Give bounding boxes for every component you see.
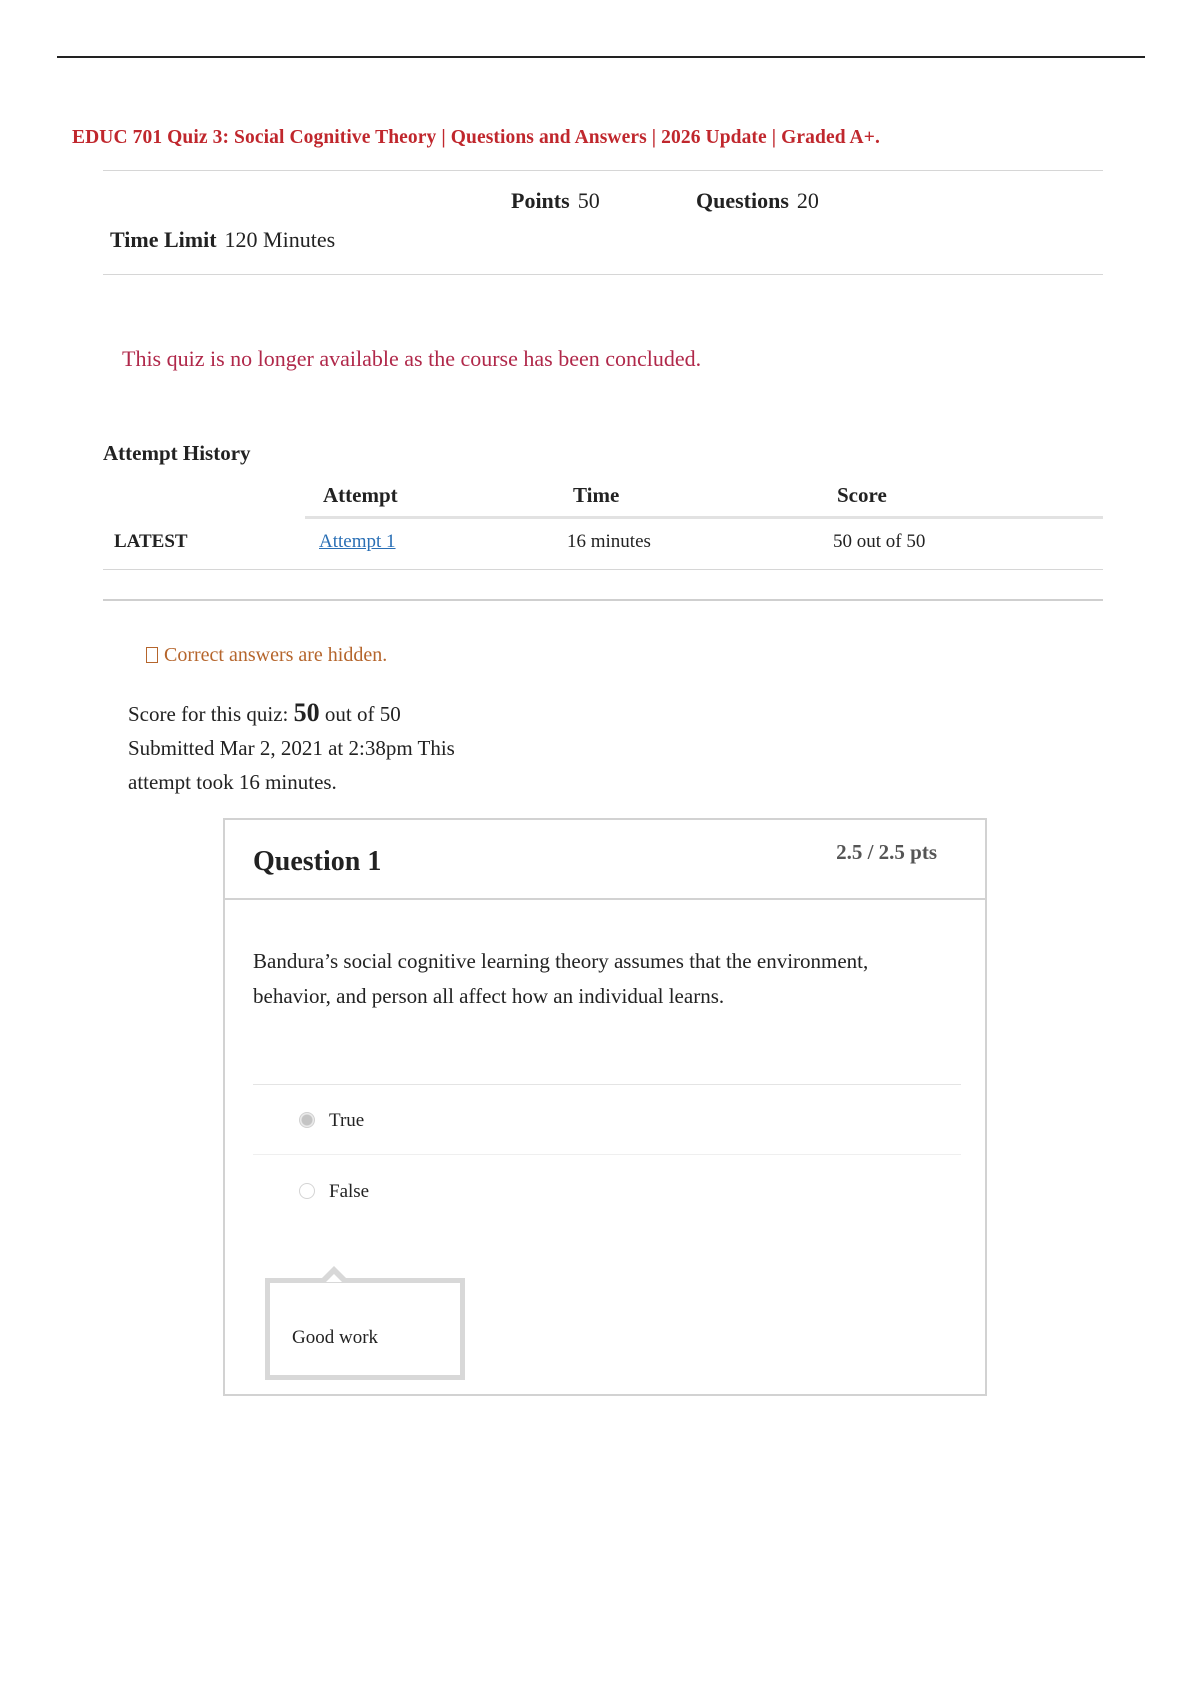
answer-true-label: True [329, 1110, 365, 1131]
answers-hidden-text: Correct answers are hidden. [164, 644, 388, 666]
questions-label: Questions [696, 188, 789, 213]
attempt-history-title: Attempt History [103, 441, 251, 465]
attempt-1-link[interactable]: Attempt 1 [319, 531, 396, 552]
time-limit-meta [110, 227, 335, 253]
question-points: 2.5 / 2.5 pts [836, 840, 937, 864]
time-limit-label: Time Limit [110, 227, 217, 252]
questions-meta [696, 188, 819, 214]
answer-false[interactable] [299, 1181, 369, 1203]
feedback-bubble [265, 1278, 465, 1380]
points-meta [511, 188, 600, 214]
time-limit-value: 120 Minutes [224, 227, 336, 252]
answer-true[interactable] [299, 1110, 364, 1132]
radio-true[interactable] [299, 1112, 315, 1128]
attempt-time: 16 minutes [567, 531, 651, 552]
feedback-text: Good work [292, 1327, 379, 1348]
table-header-rule [305, 516, 1103, 519]
answer-false-label: False [329, 1181, 370, 1202]
score-prefix: Score for this quiz: [128, 702, 289, 726]
answers-mid-rule [253, 1154, 961, 1155]
info-box-icon [146, 647, 158, 663]
meta-top-rule [103, 170, 1103, 171]
questions-value: 20 [796, 188, 819, 213]
took-line: attempt took 16 minutes. [128, 770, 337, 794]
table-row-rule [103, 569, 1103, 570]
top-rule [57, 56, 1145, 58]
question-title: Question 1 [253, 846, 382, 877]
score-suffix: out of 50 [324, 702, 401, 726]
section-divider [103, 599, 1103, 601]
answers-hidden-note [146, 644, 387, 667]
header-time: Time [573, 483, 620, 507]
answers-top-rule [253, 1084, 961, 1085]
course-concluded-notice: This quiz is no longer available as the course has been concluded. [122, 346, 702, 371]
question-card [223, 818, 987, 1396]
header-attempt: Attempt [323, 483, 398, 507]
document-title: EDUC 701 Quiz 3: Social Cognitive Theory | Questions and Answers | 2026 Update | Graded A+. [72, 127, 880, 148]
meta-bottom-rule [103, 274, 1103, 275]
points-value: 50 [577, 188, 600, 213]
question-text: Bandura’s social cognitive learning theory assumes that the environment, behavior, and person all affect how an individual learns. [253, 949, 869, 1008]
radio-false[interactable] [299, 1183, 315, 1199]
attempt-score: 50 out of 50 [833, 531, 926, 552]
score-line [128, 696, 498, 731]
question-header [225, 820, 985, 900]
header-score: Score [837, 483, 887, 507]
latest-tag: LATEST [114, 531, 188, 552]
submitted-line: Submitted Mar 2, 2021 at 2:38pm This [128, 736, 455, 760]
points-label: Points [511, 188, 570, 213]
score-summary [128, 696, 498, 799]
score-value: 50 [293, 698, 320, 727]
